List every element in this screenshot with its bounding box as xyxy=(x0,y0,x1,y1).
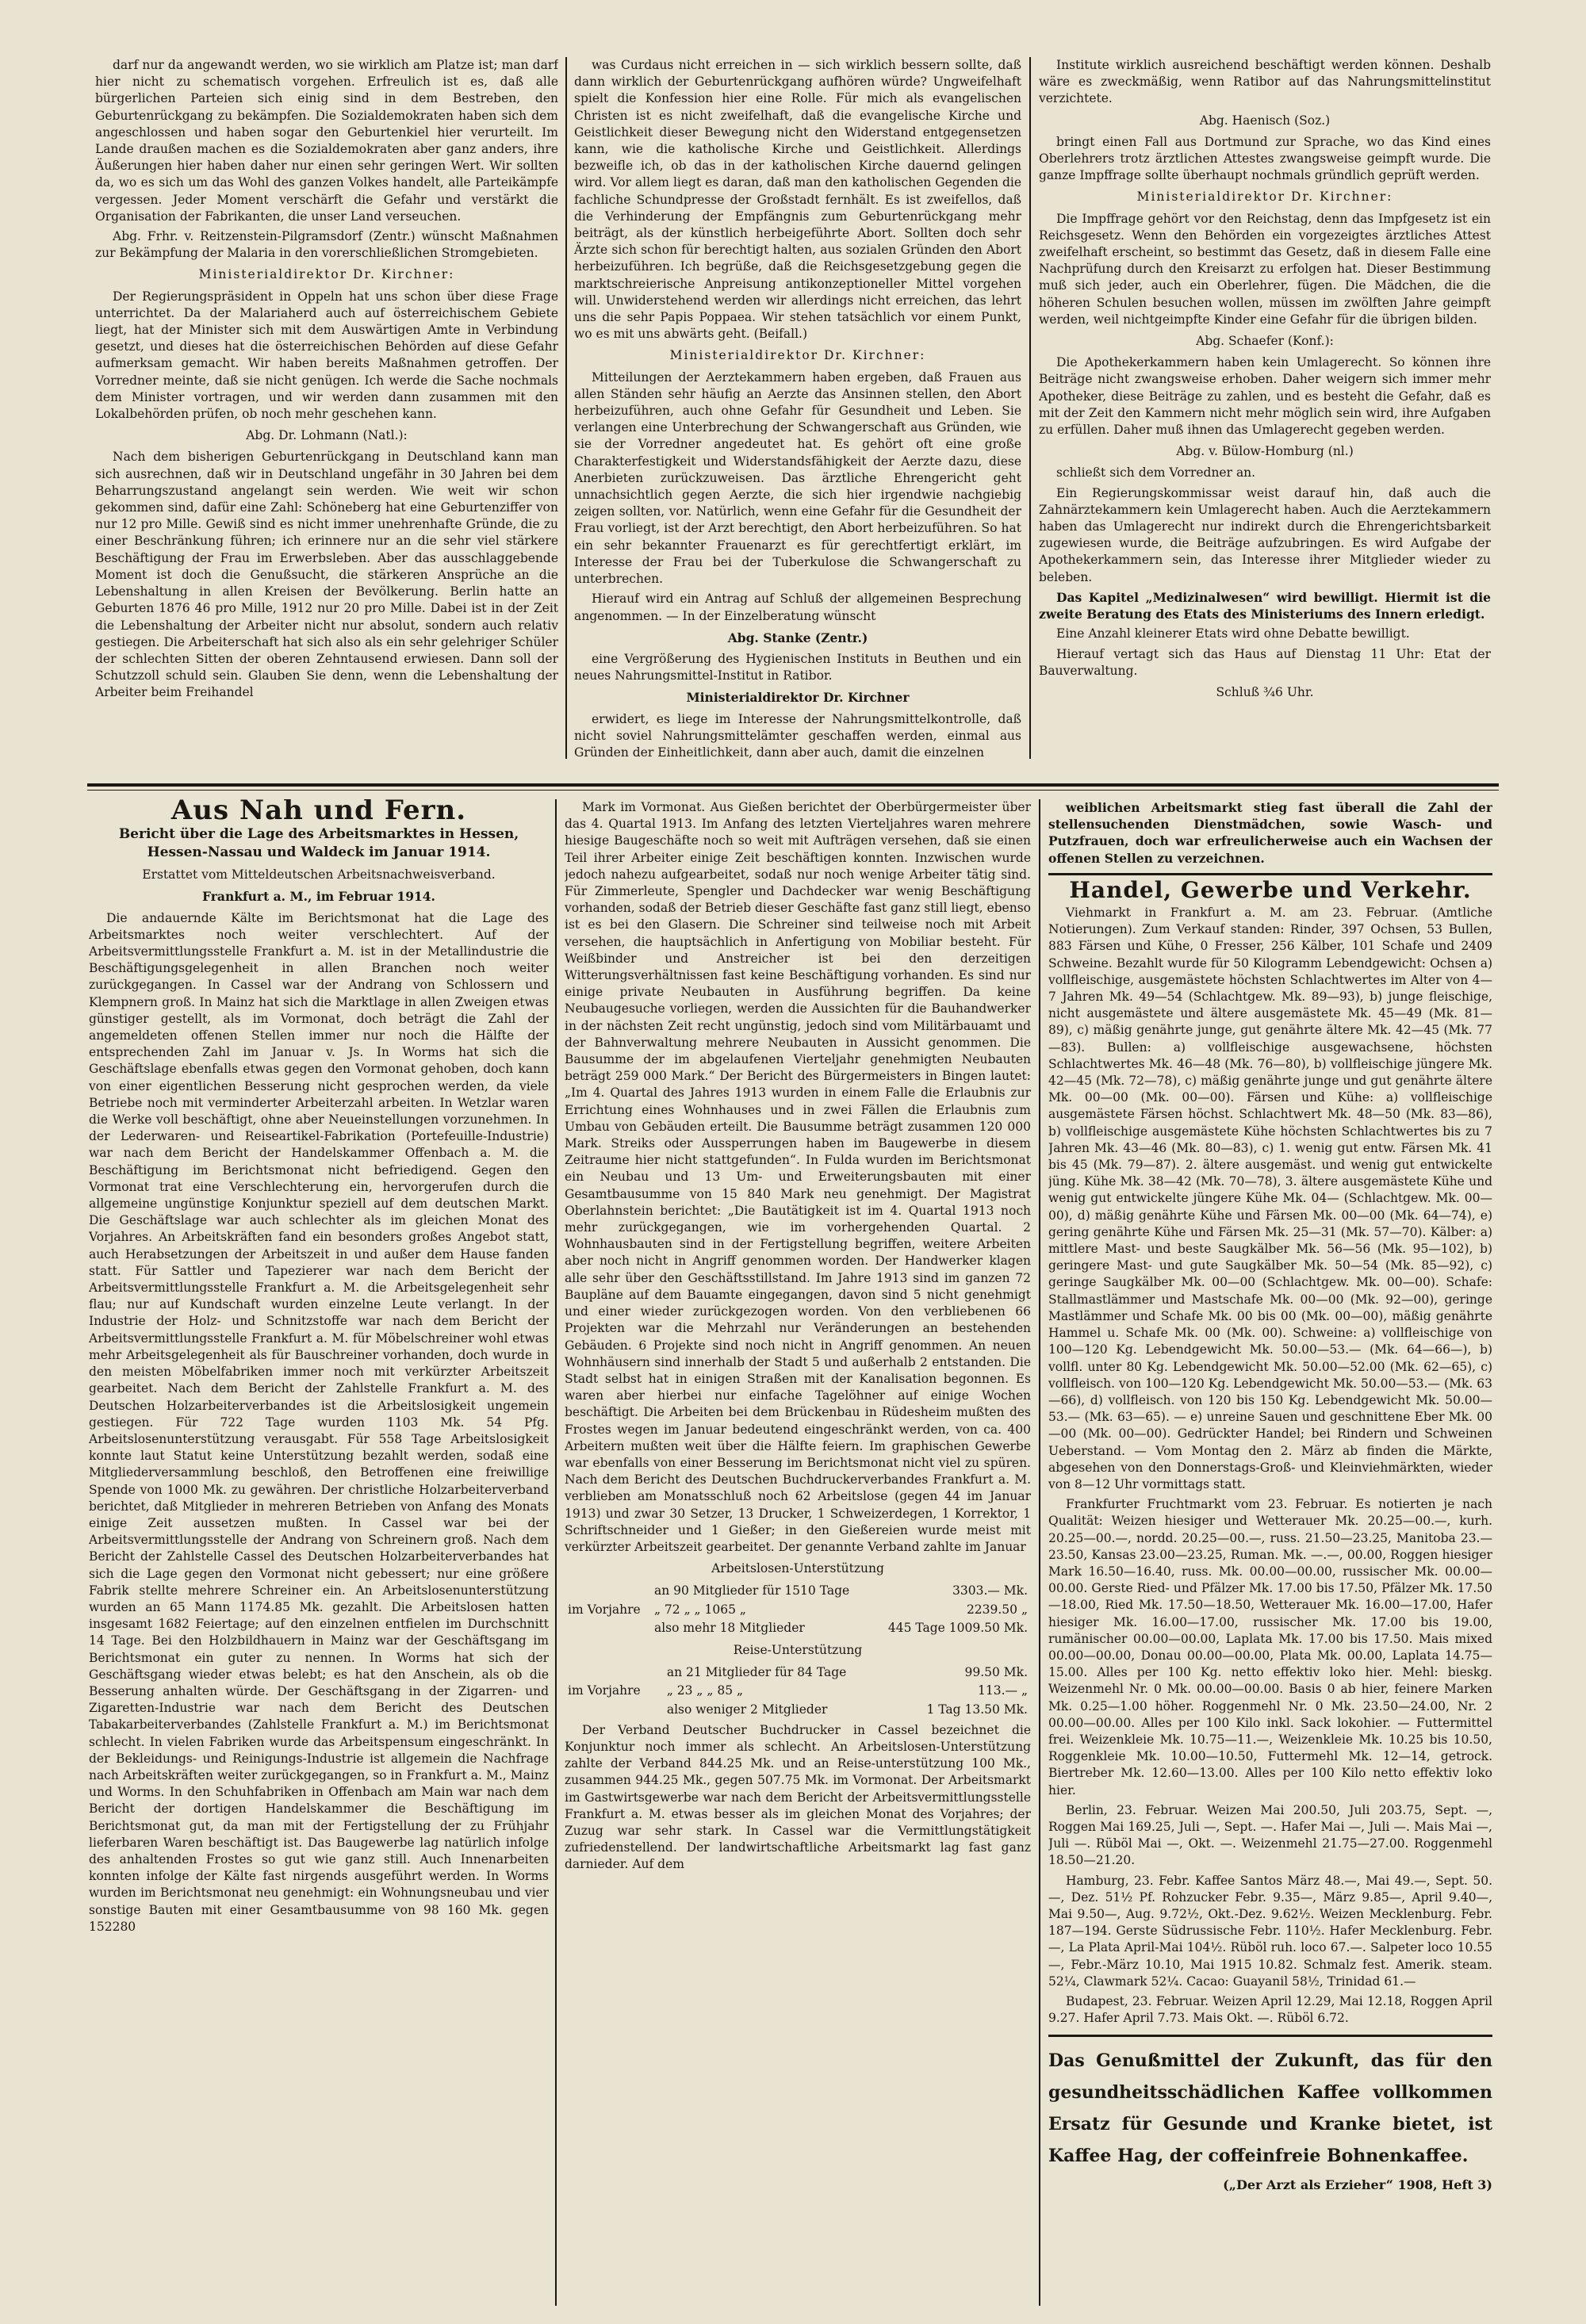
report-subtitle: Erstattet vom Mitteldeutschen Arbeitsnachweisverband. xyxy=(142,867,496,883)
paragraph: Nach dem bisherigen Geburtenrückgang in Deutschland kann man sich ausrechnen, daß wir in Deutschland ungefähr in 30 Jahren bei dem Beharrungszustand angelangt sein werden. Wie weit wir schon gekommen sind, dafür eine Zahl: Schöneberg hat eine Geburtenziffer von nur 12 pro Mille. Gewiß sind es nicht immer unehrenhafte Gründe, die zu einer Beschränkung führen; ich erinnere nur an die sehr viel stärkere Beschäftigung der Frau im Erwerbsleben. Aber das ausschlaggebende Moment ist doch die Genußsucht, die stärkeren Ansprüche an die Lebenshaltung in allen Kreisen der Bevölkerung. Berlin hatte an Geburten 1876 46 pro Mille, 1912 nur 20 pro Mille. Dabei ist in der Zeit die Lebenshaltung der Arbeiter nicht nur absolut, sondern auch relativ gestiegen. Die Arbeiterschaft hat sich also als ein sehr gelehriger Schüler der schlechten Sitten der oberen Zehntausend erwiesen. Dann soll der Schutzzoll schuld sein. Glauben Sie denn, wenn die Lebenshaltung der Arbeiter beim Freihandel xyxy=(95,450,558,700)
column-rule xyxy=(1039,799,1040,2306)
paragraph: darf nur da angewandt werden, wo sie wirklich am Platze ist; man darf hier nicht zu schematisch vorgehen. Erfreulich ist es, daß alle bürgerlichen Parteien sich einig sind in dem Bestreben, den Geburtenrückgang zu bekämpfen. Die Sozialdemokraten haben sich dem angeschlossen und haben sogar den Geburtenkiel hier verurteilt. Im Lande draußen machen es die Sozialdemokraten aber ganz anders, ihre Äußerungen hier haben daher nur einen sehr geringen Wert. Wir sollten da, wo es sich um das Wohl des ganzen Volkes handelt, alle Parteikämpfe vergessen. Jeder Moment verschärft die Gefahr und verstärkt die Organisation der Fabrikanten, die unser Land verseuchen. xyxy=(95,58,558,224)
paragraph: Hamburg, 23. Febr. Kaffee Santos März 48.—, Mai 49.—, Sept. 50.—, Dez. 51½ Pf. Rohzucker Febr. 9.35—, März 9.85—, April 9.40—, Mai 9.50—, Aug. 9.72½, Okt.-Dez. 9.62½. Weizen Mecklenburg. Febr. 187—194. Gerste Südrussische Febr. 110½. Hafer Mecklenburg. Febr. —, La Plata April-Mai 104½. Rüböl ruh. loco 67.—. Salpeter loco 10.55—, Febr.-März 10.10, Mai 1915 10.82. Schmalz fest. Amerik. steam. 52¼, Clawmark 52¼. Cacao: Guayanil 58½, Trinidad 61.— xyxy=(1048,1873,1492,1989)
support-table-2 xyxy=(565,1664,1031,1719)
table-title: Reise-Unterstützung xyxy=(733,1642,863,1657)
paragraph: Mark im Vormonat. Aus Gießen berichtet der Oberbürgermeister über das 4. Quartal 1913. Im Anfang des letzten Vierteljahres waren mehrere hiesige Baugeschäfte noch so weit mit Aufträgen versehen, daß sie einen Teil ihrer Arbeiter einige Zeit beschäftigen konnten. Inzwischen wurde jedoch nahezu aufgearbeitet, sodaß nur noch wenige Arbeiter tätig sind. Für Zimmerleute, Spengler und Dachdecker war wenig Beschäftigung vorhanden, sodaß der Betrieb dieser Geschäfte fast ganz still liegt, ebenso ist es bei den Glasern. Die Schreiner sind teilweise noch mit Arbeit versehen, die hauptsächlich in Anfertigung von Mobiliar besteht. Für Weißbinder und Anstreicher ist bei den derzeitigen Witterungsverhältnissen fast keine Beschäftigung vorhanden. Es sind nur einige private Neubauten in Ausführung begriffen. Da keine Neubaugesuche vorliegen, werden die Aussichten für die Bauhandwerker in der nächsten Zeit recht ungünstig, jedoch sind vom Militärbauamt und der Bahnverwaltung mehrere Neubauten in Aussicht genommen. Die Bausumme der im abgelaufenen Vierteljahr genehmigten Neubauten beträgt 259 000 Mark.“ Der Bericht des Bürgermeisters in Bingen lautet: „Im 4. Quartal des Jahres 1913 wurden in einem Falle die Erlaubnis zur Errichtung eines Wohnhauses und in zwei Fällen die Erlaubnis zum Umbau von Gebäuden erteilt. Die Bausumme beträgt zusammen 120 000 Mark. Streiks oder Aussperrungen haben im Baugewerbe in diesem Zeitraume hier nicht stattgefunden“. In Fulda wurden im Berichtsmonat ein Neubau und 13 Um- und Erweiterungsbauten mit einer Gesamtbausumme von 15 840 Mark neu genehmigt. Der Magistrat Oberlahnstein berichtet: „Die Bautätigkeit ist im 4. Quartal 1913 noch mehr zurückgegangen, wie im vorhergehenden Quartal. 2 Wohnhausbauten sind in der Fertigstellung begriffen, weitere Arbeiten aber noch nicht in Angriff genommen worden. Der Handwerker klagen alle sehr über den Geschäftsstillstand. Im Jahre 1913 sind im ganzen 72 Baupläne auf dem Bauamte eingegangen, davon sind 5 nicht genehmigt und einer wieder zurückgezogen worden. Von den verbliebenen 66 Projekten war die Mehrzahl nur Veränderungen an bestehenden Gebäuden. 6 Projekte sind noch nicht in Angriff genommen. An neuen Wohnhäusern sind innerhalb der Stadt 5 und außerhalb 2 entstanden. Die Stadt selbst hat in einigen Straßen mit der Kanalisation begonnen. Es waren aber hierbei nur einfache Tagelöhner auf einige Wochen beschäftigt. Die Arbeiten bei dem Brückenbau in Rüdesheim mußten des Frostes wegen im Januar bedeutend eingeschränkt werden, von ca. 400 Arbeitern mußten weit über die Hälfte feiern. Im graphischen Gewerbe war ebenfalls von einer Besserung im Berichtsmonat nicht viel zu spüren. Nach dem Bericht des Deutschen Buchdruckerverbandes Frankfurt a. M. verblieben am Monatsschluß noch 62 Arbeitslose (gegen 44 im Januar 1913) und zwar 30 Setzer, 13 Drucker, 1 Schweizerdegen, 1 Korrektor, 1 Schriftschneider und 1 Gießer; in den Gießereien wurde meist mit verkürzter Arbeitszeit gearbeitet. Der genannte Verband zahlte im Januar xyxy=(565,800,1031,1554)
speaker-heading: Abg. v. Bülow-Homburg (nl.) xyxy=(1176,444,1354,459)
support-table-1 xyxy=(565,1582,1031,1637)
paragraph: Institute wirklich ausreichend beschäftigt werden können. Deshalb wäre es zweckmäßig, wenn Ratibor auf das Nahrungsmittelinstitut verzichtete. xyxy=(1039,58,1491,106)
section-title: Aus Nah und Fern. xyxy=(170,799,467,826)
paragraph: Die andauernde Kälte im Berichtsmonat hat die Lage des Arbeitsmarktes noch weiter verschlechtert. Auf der Arbeitsvermittlungsstelle Frankfurt a. M. ist in der Metallindustrie die Beschäftigungsgelegenheit in allen Branchen noch weiter zurückgegangen. In Cassel war der Andrang von Schlossern und Klempnern groß. In Mainz hat sich die Marktlage in allen Zweigen etwas günstiger gestellt, als im Vormonat, doch beträgt die Zahl der angemeldeten offenen Stellen immer nur noch die Hälfte der entsprechenden Zahl im Januar v. Js. In Worms hat sich die Geschäftslage ebenfalls etwas gegen den Vormonat gehoben, doch kann von einer eigentlichen Besserung nicht gesprochen werden, da viele Betriebe noch mit verminderter Arbeiterzahl arbeiten. In Wetzlar waren die Werke voll beschäftigt, ohne aber Neueinstellungen vorzunehmen. In der Lederwaren- und Reiseartikel-Fabrikation (Portefeuille-Industrie) war nach dem Bericht der Handelskammer Offenbach a. M. die Beschäftigung im Berichtsmonat nicht befriedigend. Gegen den Vormonat trat eine Verschlechterung ein, hervorgerufen durch die allgemeine ungünstige Konjunktur speziell auf dem deutschen Markt. Die Geschäftslage war auch schlechter als im gleichen Monat des Vorjahres. An Arbeitskräften fand ein besonders großes Angebot statt, auch Herabsetzungen der Arbeitszeit in und außer dem Hause fanden statt. Für Sattler und Tapezierer war nach dem Bericht der Arbeitsvermittlungsstelle Frankfurt a. M. die Arbeitsgelegenheit sehr flau; nur auf Kundschaft wurden einzelne Leute verlangt. In der Industrie der Holz- und Schnitzstoffe war nach dem Bericht der Arbeitsvermittlungsstelle Frankfurt a. M. für Möbelschreiner wohl etwas mehr Arbeitsgelegenheit als für Bauschreiner vorhanden, doch wurde in den meisten Möbelfabriken immer noch mit verkürzter Arbeitszeit gearbeitet. Nach dem Bericht der Zahlstelle Frankfurt a. M. des Deutschen Holzarbeiterverbandes ist die Arbeitslosigkeit ungemein gestiegen. Für 722 Tage wurden 1103 Mk. 54 Pfg. Arbeitslosenunterstützung verausgabt. Für 558 Tage Arbeitslosigkeit konnte laut Statut keine Unterstützung bezahlt werden, sodaß eine Mitgliederversammlung beschloß, den Betroffenen eine freiwillige Spende von 1000 Mk. zu gewähren. Der christliche Holzarbeiterverband berichtet, daß Mitglieder in mehreren Betrieben von Anfang des Monats einige Zeit aussetzen mußten. In Cassel war bei der Arbeitsvermittlungsstelle der Andrang von Schreinern groß. Nach dem Bericht der Zahlstelle Cassel des Deutschen Holzarbeiterverbandes hat sich die Lage gegen den Vormonat nicht gebessert; nur eine größere Fabrik stellte mehrere Schreiner ein. An Arbeitslosenunterstützung wurden an 65 Mann 1174.85 Mk. gezahlt. Die Arbeitslosen hatten insgesamt 1682 Feiertage; auf den einzelnen entfielen im Durchschnitt 14 Tage. Bei den Holzbildhauern in Mainz war der Geschäftsgang im Berichtsmonat ein guter zu nennen. In Worms hat sich der Geschäftsgang wieder etwas belebt; es hat den Anschein, als ob die Besserung anhalten würde. Der Geschäftsgang in der Zigarren- und Zigaretten-Industrie war nach dem Bericht des Deutschen Tabakarbeiterverbandes (Zahlstelle Frankfurt a. M.) im Berichtsmonat schlecht. In vielen Fabriken wurde das Arbeitspensum eingeschränkt. In der Bekleidungs- und Reinigungs-Industrie ist allgemein die Nachfrage nach Arbeitskräften weiter zurückgegangen, so in Frankfurt a. M., Mainz und Worms. In den Schuhfabriken in Offenbach am Main war nach dem Bericht der dortigen Handelskammer die Beschäftigung im Berichtsmonat gut, da man mit der Fertigstellung der zu Frühjahr lieferbaren Waren beschäftigt ist. Das Baugewerbe lag natürlich infolge des anhaltenden Frostes so gut wie ganz still. Auch Innenarbeiten konnten infolge der Kälte fast nirgends ausgeführt werden. In Worms wurden im Berichtsmonat neu genehmigt: ein Wohnungsneubau und vier sonstige Bauten mit einer Gesamtbausumme von 98 160 Mk. gegen 152280 xyxy=(89,910,549,1934)
top-column-2 xyxy=(574,57,1021,759)
top-column-3 xyxy=(1039,57,1491,759)
section-title: Handel, Gewerbe und Verkehr. xyxy=(1069,876,1472,903)
column-rule xyxy=(1029,57,1031,759)
ausnah-column-1 xyxy=(89,799,549,2306)
table-row: im Vorjahre „ 23 „ „ 85 „ 113.— „ xyxy=(568,1683,1028,1698)
handel-column xyxy=(1048,799,1492,2306)
speaker-heading: Ministerialdirektor Dr. Kirchner: xyxy=(669,348,926,363)
paragraph: erwidert, es liege im Interesse der Nahrungsmittelkontrolle, daß nicht soviel Nahrungsmittelämter geschaffen werden, einmal aus Gründen der Einheitlichkeit, dann aber auch, damit die einzelnen xyxy=(574,711,1021,759)
section-divider-thin xyxy=(87,790,1499,791)
advertisement xyxy=(1048,2035,1492,2193)
speaker-heading: Ministerialdirektor Dr. Kirchner: xyxy=(1136,190,1393,205)
column-rule xyxy=(555,799,557,2306)
speaker-heading: Ministerialdirektor Dr. Kirchner: xyxy=(198,267,455,282)
table-row: im Vorjahre „ 72 „ „ 1065 „ 2239.50 „ xyxy=(568,1602,1028,1617)
paragraph: Eine Anzahl kleinerer Etats wird ohne Debatte bewilligt. xyxy=(1056,626,1410,641)
paragraph: bringt einen Fall aus Dortmund zur Sprache, wo das Kind eines Oberlehrers trotz ärztlichen Attestes zwangsweise geimpft wurde. Die ganze Impffrage sollte überhaupt nochmals gründlich geprüft werden. xyxy=(1039,134,1491,183)
paragraph: Die Apothekerkammern haben kein Umlagerecht. So können ihre Beiträge nicht zwangsweise erhoben. Daher weigern sich immer mehr Apotheker, diese Beiträge zu zahlen, und es besteht die Gefahr, daß es mit der Zeit den Kammern nicht mehr möglich sein wird, ihre Aufgaben zu erfüllen. Daher muß ihnen das Umlagerecht gegeben werden. xyxy=(1039,355,1491,438)
speaker-heading: Abg. Haenisch (Soz.) xyxy=(1199,113,1331,128)
section-divider xyxy=(87,783,1499,787)
paragraph: Die Impffrage gehört vor den Reichstag, denn das Impfgesetz ist ein Reichsgesetz. Wenn den Behörden ein vorgezeigtes ärztliches Attest zweifelhaft erscheint, so bestimmt das Gesetz, daß in diesem Falle eine Nachprüfung durch den Kreisarzt zu erfolgen hat. Dieser Bestimmung muß sich jeder, auch ein Oberlehrer, fügen. Die Mädchen, die die höheren Schulen besuchen wollen, müssen im zwölften Jahre geimpft werden, weil nichtgeimpfte Kinder eine Gefahr für die übrigen bilden. xyxy=(1039,211,1491,327)
paragraph: Viehmarkt in Frankfurt a. M. am 23. Februar. (Amtliche Notierungen). Zum Verkauf standen: Rinder, 397 Ochsen, 53 Bullen, 883 Färsen und Kühe, 0 Fresser, 256 Kälber, 101 Schafe und 2409 Schweine. Bezahlt wurde für 50 Kilogramm Lebendgewicht: Ochsen a) vollfleischige, ausgemästete höchsten Schlachtwertes im Alter von 4—7 Jahren Mk. 49—54 (Schlachtgew. Mk. 89—93), b) junge fleischige, nicht ausgemästete und ältere ausgemästete Mk. 45—49 (Mk. 81—89), c) mäßig genährte junge, gut genährte ältere Mk. 42—45 (Mk. 77—83). Bullen: a) vollfleischige ausgewachsene, höchsten Schlachtwertes Mk. 46—48 (Mk. 76—80), b) vollfleischige jüngere Mk. 42—45 (Mk. 72—78), c) mäßig genährte junge und gut genährte ältere Mk. 00—00 (Mk. 00—00). Färsen und Kühe: a) vollfleischige ausgemästete Färsen höchst. Schlachtwert Mk. 48—50 (Mk. 83—86), b) vollfleischige ausgemästete Kühe höchsten Schlachtwertes bis zu 7 Jahren Mk. 43—46 (Mk. 80—83), c) 1. wenig gut entw. Färsen Mk. 41 bis 45 (Mk. 79—87). 2. ältere ausgemäst. und wenig gut entwickelte jüng. Kühe Mk. 38—42 (Mk. 70—78), 3. ältere ausgemästete Kühe und wenig gut entwickelte jüngere Kühe Mk. 04— (Schlachtgew. Mk. 00—00), d) mäßig genährte Kühe und Färsen Mk. 00—00 (Mk. 64—74), e) gering genährte Kühe und Färsen Mk. 25—31 (Mk. 57—70). Kälber: a) mittlere Mast- und beste Saugkälber Mk. 56—56 (Mk. 95—102), b) geringere Mast- und gute Saugkälber Mk. 50—54 (Mk. 85—92), c) geringe Saugkälber Mk. 00—00 (Schlachtgew. Mk. 00—00). Schafe: Stallmastlämmer und Mastschafe Mk. 00—00 (Mk. 92—00), geringe Mastlämmer und Schafe Mk. 00 bis 00 (Mk. 00—00), mäßig genährte Hammel u. Schafe Mk. 00 (Mk. 00). Schweine: a) vollfleischige von 100—120 Kg. Lebendgewicht Mk. 50.00—53.— (Mk. 64—66—), b) vollfl. unter 80 Kg. Lebendgewicht Mk. 50.00—52.00 (Mk. 62—65), c) vollfleisch. von 100—120 Kg. Lebendgewicht Mk. 50.00—53.— (Mk. 63—66), d) vollfleisch. von 120 bis 150 Kg. Lebendgewicht Mk. 50.00—53.— (Mk. 63—65). — e) unreine Sauen und geschnittene Eber Mk. 00—00 (Mk. 00—00). Gedrückter Handel; bei Rindern und Schweinen Ueberstand. — Vom Montag den 2. März ab finden die Märkte, abgesehen von den Donnerstags-Groß- und Kleinviehmärkten, wieder von 8—12 Uhr vormittags statt. xyxy=(1048,905,1492,1491)
column-rule xyxy=(565,57,567,759)
paragraph: Budapest, 23. Februar. Weizen April 12.29, Mai 12.18, Roggen April 9.27. Hafer April 7.73. Mais Okt. —. Rüböl 6.72. xyxy=(1048,1994,1492,2026)
closing-line: Schluß ¾6 Uhr. xyxy=(1216,684,1314,699)
table-row: also mehr 18 Mitglieder 445 Tage 1009.50 Mk. xyxy=(653,1620,1028,1635)
speaker-line: Abg. Frhr. v. Reitzenstein-Pilgramsdorf (Zentr.) wünscht Maßnahmen zur Bekämpfung der Malaria in den vorerschließlichen Stromgebieten. xyxy=(95,229,558,261)
table-row: an 90 Mitglieder für 1510 Tage 3303.— Mk. xyxy=(653,1583,1028,1598)
speaker-heading: Abg. Schaefer (Konf.): xyxy=(1196,334,1334,349)
paragraph: Der Regierungspräsident in Oppeln hat uns schon über diese Frage unterrichtet. Da der Malariaherd auch auf österreichischem Gebiete liegt, hat der Minister sich mit dem Auswärtigen Amte in Verbindung gesetzt, und dieses hat die österreichischen Behörden auf diese Gefahr aufmerksam gemacht. Wir haben bereits Maßnahmen getroffen. Der Vorredner meinte, daß sie nicht genügen. Ich werde die Sache nochmals dem Minister vortragen, und wir werden dann zusammen mit den Lokalbehörden prüfen, ob noch mehr geschehen kann. xyxy=(95,289,558,422)
paragraph: Berlin, 23. Februar. Weizen Mai 200.50, Juli 203.75, Sept. —, Roggen Mai 169.25, Juli —, Sept. —. Hafer Mai —, Juli —. Mais Mai —, Juli —. Rüböl Mai —, Okt. —. Weizenmehl 21.75—27.00. Roggenmehl 18.50—21.20. xyxy=(1048,1802,1492,1868)
table-row: an 21 Mitglieder für 84 Tage 99.50 Mk. xyxy=(666,1665,1028,1680)
speaker-heading: Abg. Stanke (Zentr.) xyxy=(727,630,868,645)
paragraph: weiblichen Arbeitsmarkt stieg fast überall die Zahl der stellensuchenden Dienstmädchen, sowie Wasch- und Putzfrauen, doch war erfreulicherweise auch ein Wachsen der offenen Stellen zu verzeichnen. xyxy=(1048,800,1492,866)
ad-source: („Der Arzt als Erzieher“ 1908, Heft 3) xyxy=(1223,2177,1492,2193)
paragraph: Hierauf vertagt sich das Haus auf Dienstag 11 Uhr: Etat der Bauverwaltung. xyxy=(1039,646,1491,678)
paragraph: was Curdaus nicht erreichen in — sich wirklich bessern sollte, daß dann wirklich der Geburtenrückgang aufhören würde? Ungweifelhaft spielt die Konfession hier eine Rolle. Für mich als evangelischen Christen ist es nicht zweifelhaft, daß die evangelische Kirche und Geistlichkeit dieser Bewegung nicht den Widerstand entgegensetzen kann, wie die katholische Kirche und Geistlichkeit. Allerdings bezweifle ich, ob das in der katholischen Kirche dauernd gelingen wird. Vor allem liegt es daran, daß man den katholischen Gegenden die fachliche Schundpresse der Großstadt fernhält. Es ist zweifellos, daß die Verhinderung der Empfängnis zum Geburtenrückgang mehr beiträgt, als der künstlich herbeigeführte Abort. Sollten doch sehr Ärzte sich schon für berechtigt halten, aus sozialen Gründen den Abort herbeizuführen. Ich begrüße, daß die Reichsgesetzgebung gegen die marktschreierische Anpreisung antikonzeptioneller Mittel vorgehen will. Unwiderstehend werden wir allerdings nicht erreichen, das lehrt uns die sehr Papis Poppaea. Wir stehen tatsächlich vor einem Punkt, wo es mit uns abwärts geht. (Beifall.) xyxy=(574,58,1021,342)
paragraph: Frankfurter Fruchtmarkt vom 23. Februar. Es notierten je nach Qualität: Weizen hiesiger und Wetterauer Mk. 20.25—00.—, kurh. 20.25—00.—, nordd. 20.25—00.—, russ. 21.50—23.25, Manitoba 23.—23.50, Kansas 23.00—23.25, Ruman. Mk. —.—, 00.00, Roggen hiesiger Mark 16.50—16.40, russ. Mk. 00.00—00.00, russischer Mk. 00.00—00.00. Gerste Ried- und Pfälzer Mk. 17.00 bis 17.50, Pfälzer Mk. 17.50—18.00, Ried Mk. 17.50—18.50, Wetterauer Mk. 16.00—17.00, Hafer hiesiger Mk. 16.00—17.00, russischer Mk. 17.00 bis 19.00, rumänischer 00.00—00.00, Laplata Mk. 17.00 bis 17.50. Mais mixed 00.00—00.00, Donau 00.00—00.00, Plata Mk. 00.00, Laplata 14.75—15.00. Alles per 100 Kg. netto effektiv loko hier. Mehl: bieskg. Weizenmehl Nr. 0 Mk. 00.00—00.00. Basis 0 ab hier, feinere Marken Mk. 0.25—1.00 höher. Roggenmehl Nr. 0 Mk. 23.50—24.00, Nr. 2 00.00—00.00. Alles per 100 Kilo inkl. Sack lokohier. — Futtermittel frei. Weizenkleie Mk. 10.75—11.—, Weizenkleie Mk. 10.25 bis 10.50, Roggenkleie Mk. 10.00—10.50, Futtermehl Mk. 12—14, getrock. Biertreber Mk. 12.60—13.00. Alles per 100 Kilo netto effektiv loko hier. xyxy=(1048,1497,1492,1798)
ad-text: Das Genußmittel der Zukunft, das für den gesundheitsschädlichen Kaffee vollkommen Ersatz für Gesunde und Kranke bietet, ist Kaffee Hag, der coffeinfreie Bohnenkaffee. xyxy=(1048,2050,1492,2167)
paragraph: schließt sich dem Vorredner an. xyxy=(1056,465,1256,480)
dateline: Frankfurt a. M., im Februar 1914. xyxy=(202,889,435,905)
table-title: Arbeitslosen-Unterstützung xyxy=(711,1561,884,1576)
ausnah-column-2 xyxy=(565,799,1031,2306)
paragraph: Mitteilungen der Aerztekammern haben ergeben, daß Frauen aus allen Ständen sehr häufig an Aerzte das Ansinnen stellen, den Abort herbeizuführen, auch ohne Gefahr für Gesundheit und Leben. Sie verlangen eine Unterbrechung der Schwangerschaft aus Gründen, wie sie der Vorredner angedeutet hat. Es gehört oft eine große Charakterfestigkeit und Widerstandsfähigkeit der Aerzte dazu, diese Anerbieten zurückzuweisen. Das ärztliche Ehrengericht geht unnachsichtlich gegen Aerzte, die sich hier irgendwie nachgiebig zeigen sollten, vor. Natürlich, wenn eine Gefahr für die Gesundheit der Frau vorliegt, ist der Arzt berechtigt, den Abort herbeizuführen. So hat ein sehr bekannter Frauenarzt es für gerechtfertigt erklärt, im Interesse der Frau bei der Tuberkulose die Schwangerschaft zu unterbrechen. xyxy=(574,369,1021,587)
paragraph: eine Vergrößerung des Hygienischen Instituts in Beuthen und ein neues Nahrungsmittel-Institut in Ratibor. xyxy=(574,651,1021,683)
speaker-heading: Ministerialdirektor Dr. Kirchner xyxy=(686,690,910,706)
report-title: Bericht über die Lage des Arbeitsmarktes in Hessen, Hessen-Nassau und Waldeck im Januar 1914. xyxy=(118,826,519,861)
paragraph: Der Verband Deutscher Buchdrucker in Cassel bezeichnet die Konjunktur noch immer als schlecht. An Arbeitslosen-Unterstützung zahlte der Verband 844.25 Mk. und an Reise-unterstützung 100 Mk., zusammen 944.25 Mk., gegen 507.75 Mk. im Vormonat. Der Arbeitsmarkt im Gastwirtsgewerbe war nach dem Bericht der Arbeitsvermittlungsstelle Frankfurt a. M. etwas besser als im gleichen Monat des Vorjahres; der Zuzug war sehr stark. In Cassel war die Vermittlungstätigkeit zufriedenstellend. Der landwirtschaftliche Arbeitsmarkt lag fast ganz darnieder. Auf dem xyxy=(565,1722,1031,1872)
paragraph: Das Kapitel „Medizinalwesen“ wird bewilligt. Hiermit ist die zweite Beratung des Etats des Ministeriums des Innern erledigt. xyxy=(1039,589,1491,622)
paragraph: Ein Regierungskommissar weist darauf hin, daß auch die Zahnärztekammern kein Umlagerecht haben. Auch die Aerztekammern haben das Umlagerecht nur indirekt durch die Ehrengerichtsbarkeit zugewiesen wurde, die Beiträge aufzubringen. Es wird Aufgabe der Apothekerkammern sein, das Interesse ihrer Mitglieder wieder zu beleben. xyxy=(1039,485,1491,584)
divider xyxy=(1048,873,1492,875)
top-column-1 xyxy=(95,57,558,759)
speaker-heading: Abg. Dr. Lohmann (Natl.): xyxy=(246,428,408,443)
paragraph: Hierauf wird ein Antrag auf Schluß der allgemeinen Besprechung angenommen. — In der Einzelberatung wünscht xyxy=(574,592,1021,623)
table-row: also weniger 2 Mitglieder 1 Tag 13.50 Mk. xyxy=(666,1702,1028,1717)
